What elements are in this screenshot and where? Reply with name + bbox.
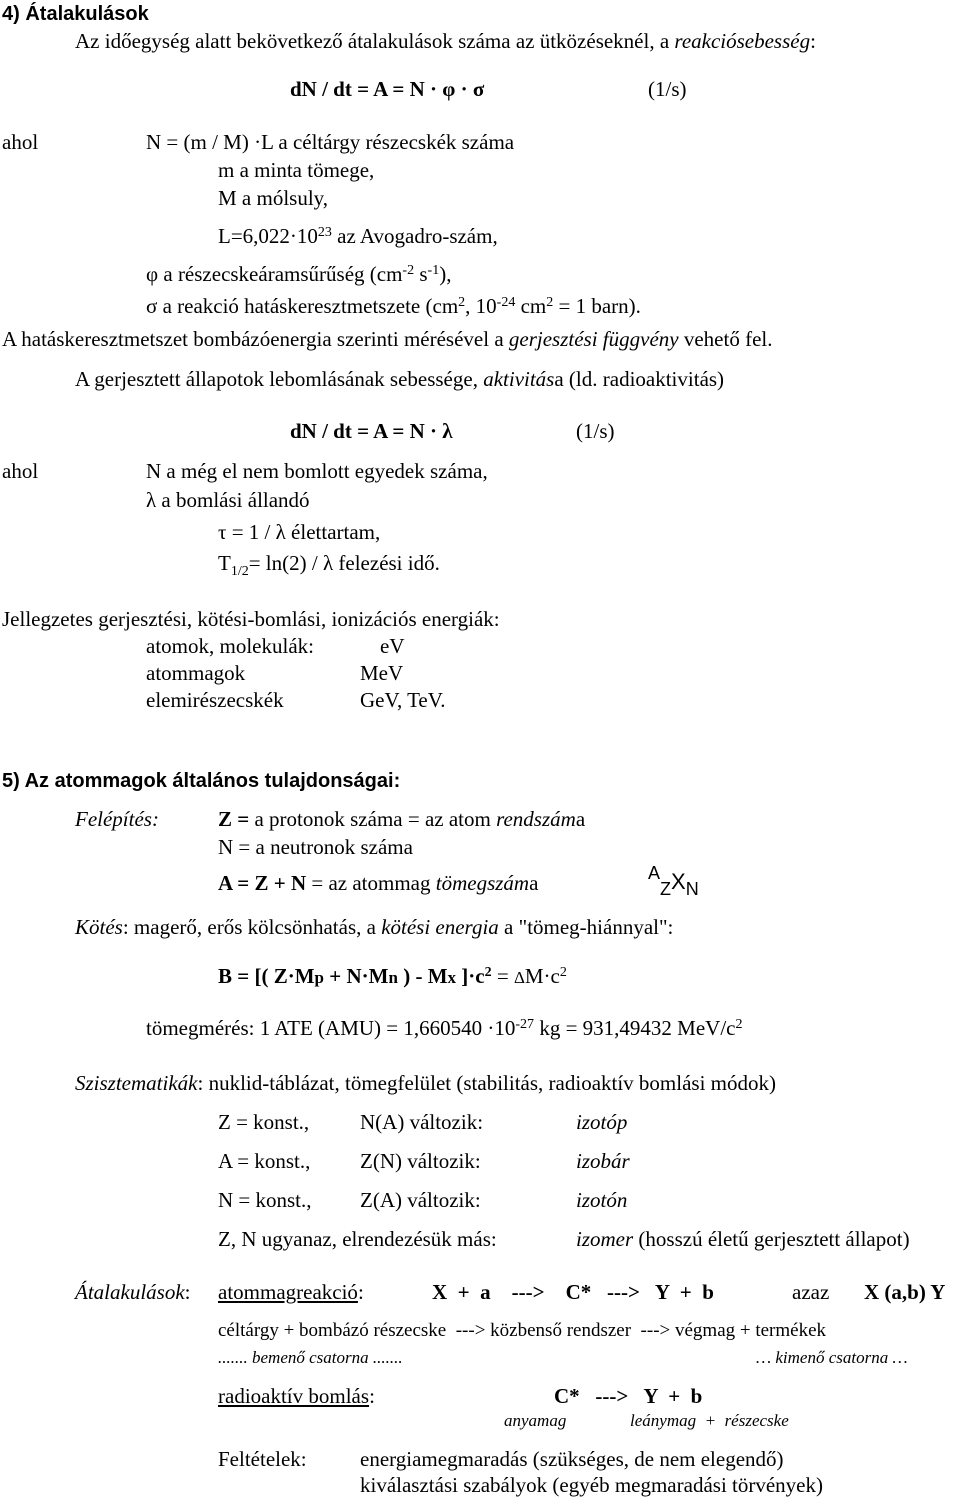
row-change: Z(N) változik: [360,1149,481,1173]
reaction-short-notation: X (a,b) Y [864,1280,946,1304]
formula-unit: (1/s) [648,77,687,101]
tau-definition: τ = 1 / λ élettartam, [218,520,381,544]
section-5-heading: 5) Az atommagok általános tulajdonságai: [2,770,401,792]
binding-energy-formula: B = [( Z·Mp + N·Mn ) - Mx ]$\cdot c^2 = \Delta M\cdot c^2$ [218,964,567,988]
parent-nucleus-label: anyamag [504,1411,567,1430]
azaz-text: azaz [792,1280,830,1304]
energy-label: atommagok [146,661,246,685]
conditions-label: Feltételek: [218,1447,307,1471]
ahol-label: ahol [2,130,39,154]
activity-formula: dN / dt = A = N · λ [290,419,453,443]
input-channel: ....... bemenő csatorna ....... [218,1348,403,1367]
nuclide-notation: AZXN [648,863,699,899]
a-definition: A = Z + N = az atommag tömegszáma [218,871,539,895]
row-term: izobár [576,1149,630,1173]
energy-value: MeV [360,661,404,685]
section-4-heading: 4) Átalakulások [2,3,149,25]
row-term: izotón [576,1188,628,1212]
row-condition: A = konst., [218,1149,311,1173]
row-condition: Z, N ugyanaz, elrendezésük más: [218,1227,497,1251]
half-life-definition: $T_{1/2}= \ln(2) / \lambda$ felezési idő. [218,551,440,579]
energy-label: atomok, molekulák: [146,634,314,658]
n-neutron-line: N = a neutronok száma [218,835,413,859]
reaction-equation: X + a ---> C* ---> Y + b [432,1280,714,1304]
daughter-particle-label: leánymag + részecske [630,1411,789,1430]
phi-line: φ a részecskeáramsűrűség ($cm^{-2}$ $s^{-1}$), [146,262,452,286]
cross-section-line: A hatáskeresztmetszet bombázóenergia szerinti mérésével a gerjesztési függvény vehető fel. [2,327,773,351]
sigma-line: σ a reakció hatáskeresztmetszete ($cm^2$, $10^{-24}$ $cm^2 = 1$ barn). [146,294,641,318]
radioactive-decay-label: radioaktív bomlás: [218,1384,375,1408]
energy-value: eV [380,634,405,658]
nuclear-reaction-label: atommagreakció: [218,1280,364,1304]
n-definition: N = (m / M) ·L a céltárgy részecskék száma [146,130,515,154]
energy-label: elemirészecskék [146,688,284,712]
reaction-description: céltárgy + bombázó részecske ---> közbenső rendszer ---> végmag + termékek [218,1320,827,1341]
reaction-rate-formula: dN / dt = A = N · φ · σ [290,77,485,101]
m-definition: m a minta tömege, [218,158,375,182]
row-condition: Z = konst., [218,1110,310,1134]
energies-title: Jellegzetes gerjesztési, kötési-bomlási, ionizációs energiák: [2,607,500,631]
condition-selection-rules: kiválasztási szabályok (egyéb megmaradási törvények) [360,1473,823,1497]
row-change: N(A) változik: [360,1110,484,1134]
row-change: Z(A) változik: [360,1188,481,1212]
mass-measurement-line: tömegmérés: 1 ATE $(AMU) = 1,660540 \cdot 10^{-27}$ kg = 931,49432 MeV/$c^2$ [146,1016,743,1040]
ahol-label-2: ahol [2,459,39,483]
intro-text: Az időegység alatt bekövetkező átalakulások száma az ütközéseknél, a reakciósebesség: [75,29,816,53]
row-term-izomer: izomer (hosszú életű gerjesztett állapot) [576,1227,910,1251]
row-condition: N = konst., [218,1188,312,1212]
kotes-line: Kötés: magerő, erős kölcsönhatás, a kötési energia a "tömeg-hiánnyal": [75,915,674,939]
z-definition: Z = a protonok száma = az atom rendszáma [218,807,586,831]
M-definition: M a mólsuly, [218,186,329,210]
n2-definition: N a még el nem bomlott egyedek száma, [146,459,488,483]
condition-energy: energiamegmaradás (szükséges, de nem elegendő) [360,1447,784,1471]
energy-value: GeV, TeV. [360,688,446,712]
activity-line: A gerjesztett állapotok lebomlásának sebessége, aktivitása (ld. radioaktivitás) [75,367,725,391]
atalakulasok-label: Átalakulások: [75,1280,191,1304]
decay-equation: C* ---> Y + b [554,1384,703,1408]
output-channel: … kimenő csatorna … [756,1348,908,1367]
avogadro-line: $L=6,022\cdot 10^{23}$ az Avogadro-szám, [218,224,498,248]
szisztematikak-line: Szisztematikák: nuklid-táblázat, tömegfelület (stabilitás, radioaktív bomlási módok) [75,1071,777,1095]
lambda-definition: λ a bomlási állandó [146,488,310,512]
activity-formula-unit: (1/s) [576,419,615,443]
felepites-label: Felépítés: [75,807,159,831]
row-term: izotóp [576,1110,628,1134]
